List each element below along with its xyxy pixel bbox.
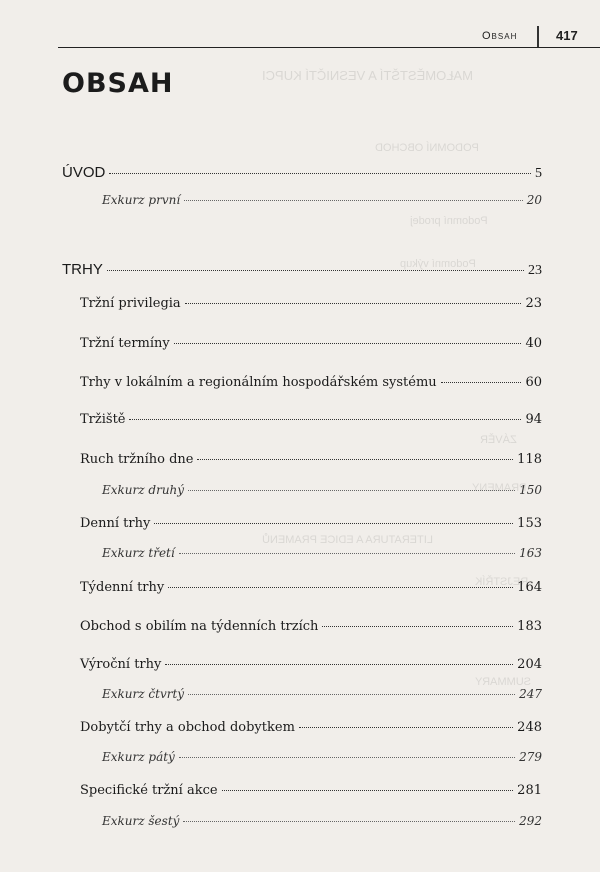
leader-dots <box>183 821 515 822</box>
toc-entry-page: 247 <box>519 687 542 701</box>
toc-entry-label: Trhy v lokálním a regionálním hospodářském systému <box>80 375 437 390</box>
toc-entry-label: Denní trhy <box>80 516 151 531</box>
toc-entry-label: Tržní termíny <box>80 336 170 351</box>
toc-entry-label: Exkurz pátý <box>102 750 175 764</box>
toc-entry-label: Tržní privilegia <box>80 296 181 311</box>
toc-entry-page: 94 <box>525 412 542 427</box>
toc-entry <box>80 783 542 798</box>
toc-entry-label: Ruch tržního dne <box>80 452 194 467</box>
toc-entry <box>80 657 542 672</box>
toc-entry <box>80 516 542 531</box>
toc-entry-label: Týdenní trhy <box>80 580 165 595</box>
toc-entry <box>62 164 542 182</box>
leader-dots <box>107 270 524 271</box>
leader-dots <box>197 459 513 460</box>
toc-entry-page: 23 <box>528 263 542 278</box>
show-through-text: PRAMENY <box>472 482 527 494</box>
show-through-text: PODOMNÍ OBCHOD <box>375 142 479 154</box>
toc-entry-page: 183 <box>517 619 542 634</box>
leader-dots <box>179 553 515 554</box>
toc-entry-label: Exkurz šestý <box>102 814 180 828</box>
toc-entry-page: 248 <box>517 720 542 735</box>
toc-entry <box>80 412 542 427</box>
header-separator <box>537 26 539 48</box>
toc-entry <box>80 619 542 634</box>
toc-entry-page: 164 <box>517 580 542 595</box>
toc-entry-label: Exkurz čtvrtý <box>102 687 185 701</box>
toc-entry <box>102 687 542 701</box>
toc-entry <box>102 546 542 560</box>
toc-entry <box>102 750 542 764</box>
toc-entry <box>80 580 542 595</box>
leader-dots <box>441 382 522 383</box>
leader-dots <box>185 303 522 304</box>
header-rule <box>58 47 600 48</box>
toc-entry-page: 204 <box>517 657 542 672</box>
leader-dots <box>222 790 514 791</box>
show-through-text: Podomní prodej <box>410 215 488 227</box>
toc-entry-page: 23 <box>525 296 542 311</box>
toc-entry-page: 60 <box>525 375 542 390</box>
toc-entry-label: Exkurz první <box>102 193 181 207</box>
toc-entry <box>62 261 542 279</box>
leader-dots <box>165 664 513 665</box>
toc-entry-label: Dobytčí trhy a obchod dobytkem <box>80 720 295 735</box>
toc-entry-label: Výroční trhy <box>80 657 162 672</box>
toc-entry-label: Exkurz třetí <box>102 546 175 560</box>
leader-dots <box>299 727 513 728</box>
leader-dots <box>174 343 522 344</box>
toc-entry <box>102 483 542 497</box>
leader-dots <box>129 419 521 420</box>
leader-dots <box>188 694 515 695</box>
running-header-title: Obsah <box>482 30 518 42</box>
toc-entry-label: Tržiště <box>80 412 126 427</box>
toc-entry <box>80 720 542 735</box>
toc-entry-label: TRHY <box>62 261 103 278</box>
toc-entry-label: Obchod s obilím na týdenních trzích <box>80 619 319 634</box>
toc-entry-page: 150 <box>519 483 542 497</box>
toc-entry-page: 281 <box>517 783 542 798</box>
toc-entry-label: Specifické tržní akce <box>80 783 218 798</box>
page-title: OBSAH <box>62 68 174 99</box>
leader-dots <box>322 626 513 627</box>
toc-entry-page: 5 <box>535 166 542 181</box>
toc-entry-label: Exkurz druhý <box>102 483 185 497</box>
toc-entry-page: 279 <box>519 750 542 764</box>
toc-entry <box>80 296 542 311</box>
toc-entry <box>102 193 542 207</box>
toc-entry-page: 153 <box>517 516 542 531</box>
toc-entry <box>80 375 542 390</box>
leader-dots <box>154 523 513 524</box>
toc-entry <box>102 814 542 828</box>
show-through-text: ZÁVĚR <box>480 434 517 446</box>
leader-dots <box>168 587 513 588</box>
leader-dots <box>184 200 523 201</box>
leader-dots <box>109 173 531 174</box>
show-through-text: LITERATURA A EDICE PRAMENŮ <box>262 534 433 546</box>
toc-entry <box>80 336 542 351</box>
leader-dots <box>188 490 515 491</box>
toc-entry-label: ÚVOD <box>62 164 106 181</box>
toc-entry-page: 20 <box>526 193 542 207</box>
toc-entry-page: 163 <box>519 546 542 560</box>
toc-entry-page: 118 <box>517 452 542 467</box>
toc-entry-page: 292 <box>519 814 542 828</box>
show-through-text: Podomní výkup <box>400 258 476 270</box>
show-through-text: REJSTŘÍK <box>475 576 529 588</box>
page-number: 417 <box>556 28 578 43</box>
show-through-text: SUMMARY <box>475 676 532 688</box>
toc-entry-page: 40 <box>525 336 542 351</box>
toc-entry <box>80 452 542 467</box>
show-through-text: MAŁOMĚSTŠTÍ A VESNIČTÍ KUPCI <box>262 68 473 83</box>
leader-dots <box>179 757 515 758</box>
